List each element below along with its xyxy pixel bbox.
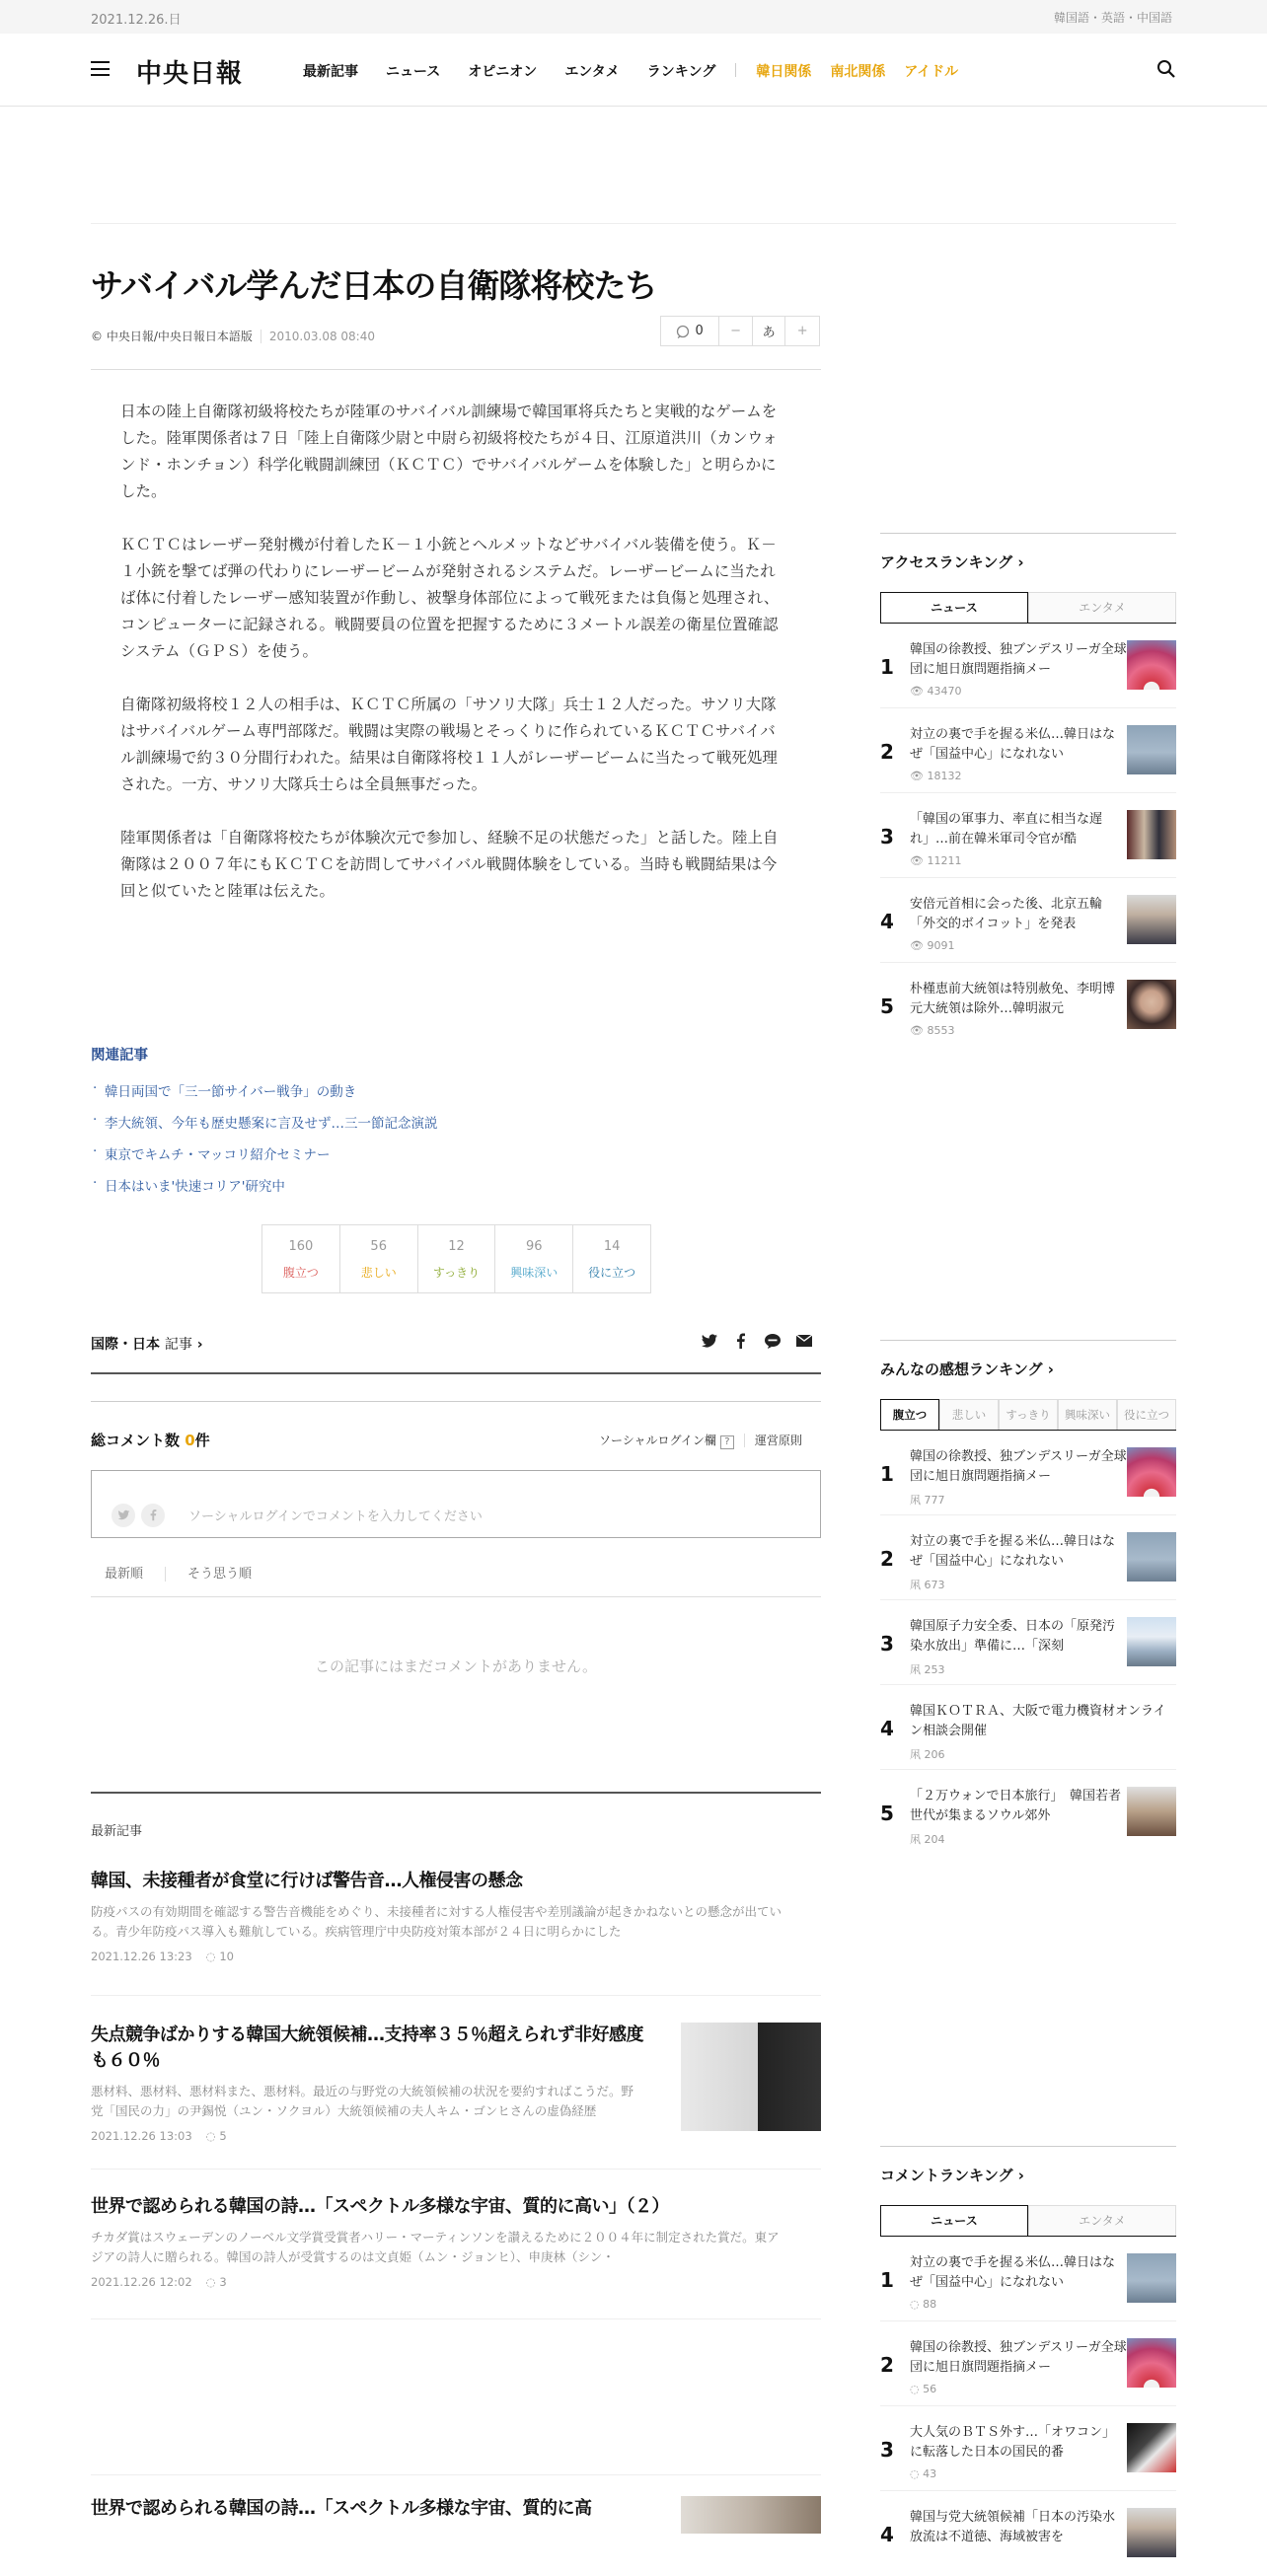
menu-icon[interactable] — [91, 61, 110, 76]
sort-agree[interactable]: そう思う順 — [165, 1567, 252, 1582]
ranking-thumbnail[interactable] — [1127, 810, 1176, 859]
ranking-item[interactable]: 2 対立の裏で手を握る米仏…韓日はなぜ「国益中心」になれない 👁 18132 — [880, 708, 1176, 793]
comment-total: 総コメント数 0件 — [91, 1432, 210, 1449]
tab-news[interactable]: ニュース — [880, 592, 1028, 623]
language-links[interactable]: 韓国語・英語・中国語 — [1053, 11, 1172, 25]
ranking-tabs — [880, 592, 1176, 624]
twitter-icon[interactable] — [701, 1332, 718, 1350]
article-date: 2010.03.08 08:40 — [261, 330, 375, 343]
main-nav — [303, 61, 977, 81]
comment-icon: ◌ — [205, 2129, 220, 2143]
divider — [91, 2169, 821, 2170]
ranking-thumbnail[interactable] — [1127, 895, 1176, 944]
access-ranking — [880, 533, 1176, 1048]
nav-ranking[interactable]: ランキング — [646, 64, 716, 80]
divider — [91, 2474, 821, 2475]
article-byline — [91, 328, 375, 344]
comment-icon: ◌ — [205, 1950, 220, 1963]
ranking-heading[interactable]: コメントランキング › — [880, 2167, 1024, 2184]
divider — [91, 2318, 821, 2319]
divider — [91, 1792, 821, 1794]
feeling-ranking — [880, 1340, 1176, 1855]
top-strip — [0, 0, 1267, 34]
nav-korea-japan[interactable]: 韓日関係 — [756, 64, 812, 80]
ranking-heading[interactable]: みんなの感想ランキング › — [880, 1361, 1054, 1378]
social-login-label: ソーシャルログイン欄 — [599, 1434, 716, 1447]
ranking-item[interactable]: 3 韓国原子力安全委、日本の「原発汚染水放出」準備に…「深刻 凩 253 — [880, 1600, 1176, 1685]
eye-icon: 👁 — [910, 854, 924, 867]
facebook-icon[interactable] — [732, 1332, 750, 1350]
comment-placeholder: ソーシャルログインでコメントを入力してください — [188, 1509, 483, 1524]
ranking-thumbnail[interactable] — [1127, 640, 1176, 690]
nav-opinion[interactable]: オピニオン — [468, 64, 538, 80]
chevron-right-icon: › — [1017, 2167, 1024, 2184]
comment-icon: ◌ — [205, 2275, 220, 2289]
comment-links — [599, 1432, 802, 1449]
ranking-item[interactable]: 1 韓国の徐教授、独ブンデスリーガ全球団に旭日旗問題指摘メー 👁 43470 — [880, 624, 1176, 708]
comment-icon — [676, 325, 690, 338]
site-header — [0, 34, 1267, 107]
tab-entertainment[interactable]: エンタメ — [1028, 592, 1176, 623]
related-heading: 関連記事 — [91, 1048, 148, 1064]
ranking-thumbnail[interactable] — [1127, 1532, 1176, 1582]
latest-label: 最新記事 — [91, 1824, 143, 1839]
ranking-thumbnail[interactable] — [1127, 725, 1176, 774]
latest-article[interactable] — [91, 2194, 821, 2289]
angry-icon: 凩 — [910, 1663, 921, 1676]
nav-idol[interactable]: アイドル — [904, 64, 959, 80]
tab-angry[interactable]: 腹立つ — [880, 1399, 939, 1430]
related-link[interactable]: · 韓日両国で「三一節サイバー戦争」の動き — [91, 1080, 438, 1100]
divider — [91, 1596, 821, 1597]
ranking-item[interactable]: 5 朴槿恵前大統領は特別赦免、李明博元大統領は除外…韓明淑元 👁 8553 — [880, 963, 1176, 1048]
line-icon[interactable] — [764, 1332, 782, 1350]
article-tools — [660, 316, 820, 346]
latest-title[interactable]: 失点競争ばかりする韓国大統領候補…支持率３５％超えられず非好感度も６０％ — [91, 2024, 643, 2071]
reaction-refreshing[interactable]: 12 すっきり — [418, 1225, 496, 1292]
article-thumbnail[interactable] — [681, 2023, 821, 2131]
angry-icon: 凩 — [910, 1833, 921, 1846]
article-source: 中央日報/中央日報日本語版 — [106, 330, 253, 343]
ranking-thumbnail[interactable] — [1127, 980, 1176, 1029]
latest-article[interactable] — [91, 1869, 821, 1963]
paragraph: 自衛隊初級将校１２人の相手は、ＫＣＴＣ所属の「サソリ大隊」兵士１２人だった。サソリ大隊はサバイバルゲーム専門部隊だ。戦闘は実際の戦場とそっくりに作られているＫＣＴＣサバイバル訓練場で約３０分間行われた。結果は自衛隊将校１１人がレーザービームに当たって戦死処理された。一方、サソリ大隊兵士らは全員無事だった。 — [120, 696, 778, 793]
chevron-right-icon: › — [1047, 1361, 1054, 1378]
ranking-thumbnail[interactable] — [1127, 1787, 1176, 1836]
paragraph: 陸軍関係者は「自衛隊将校たちが体験次元で参加し、経験不足の状態だった」と話した。陸上自衛隊は２００７年にもＫＣＴＣを訪問してサバイバル戦闘体験をしている。当時も戦闘結果は今回と似ていたと陸軍は伝えた。 — [120, 829, 779, 900]
reaction-buttons — [261, 1224, 651, 1293]
ranking-item[interactable]: 1 韓国の徐教授、独ブンデスリーガ全球団に旭日旗問題指摘メー 凩 777 — [880, 1431, 1176, 1515]
font-decrease-button[interactable]: − — [719, 317, 753, 345]
reaction-useful[interactable]: 14 役に立つ — [588, 1239, 636, 1280]
divider — [880, 2146, 1176, 2147]
help-icon[interactable]: ? — [720, 1435, 734, 1449]
reaction-interesting[interactable]: 96 興味深い — [495, 1225, 573, 1292]
policy-link[interactable]: 運営原則 — [744, 1434, 802, 1447]
ranking-heading[interactable]: アクセスランキング › — [880, 553, 1024, 571]
ranking-item[interactable]: 3 「韓国の軍事力、率直に相当な遅れ」…前在韓米軍司令官が酷 👁 11211 — [880, 793, 1176, 878]
ranking-tabs — [880, 2205, 1176, 2237]
ranking-item[interactable]: 5 「２万ウォンで日本旅行」 韓国若者世代が集まるソウル郊外 凩 204 — [880, 1770, 1176, 1855]
nav-divider — [735, 63, 736, 77]
ranking-item[interactable]: 1 対立の裏で手を握る米仏…韓日はなぜ「国益中心」になれない ◌ 88 — [880, 2237, 1176, 2321]
related-link[interactable]: · 日本はいま'快速コリア'研究中 — [91, 1175, 438, 1195]
copyright-icon: © — [91, 330, 103, 343]
article-thumbnail[interactable] — [681, 2496, 821, 2534]
divider — [91, 369, 821, 370]
divider — [91, 1401, 821, 1402]
tab-entertainment[interactable]: エンタメ — [1028, 2205, 1176, 2236]
mail-icon[interactable] — [795, 1332, 813, 1350]
facebook-login-icon[interactable] — [141, 1504, 165, 1527]
angry-icon: 凩 — [910, 1494, 921, 1507]
eye-icon: 👁 — [910, 770, 924, 782]
divider — [880, 533, 1176, 534]
comment-icon: ◌ — [910, 2467, 920, 2480]
latest-article[interactable] — [91, 2496, 821, 2522]
latest-meta: 2021.12.26 13:23 ◌ 10 — [91, 1950, 234, 1963]
comment-count-button[interactable] — [661, 317, 719, 345]
reaction-angry[interactable]: 160 腹立つ — [262, 1225, 340, 1292]
latest-meta: 2021.12.26 12:02 ◌ 3 — [91, 2275, 227, 2289]
angry-icon: 凩 — [910, 1579, 921, 1591]
font-increase-button[interactable]: + — [796, 324, 808, 338]
ranking-item[interactable]: 3 大人気のＢＴＳ外す…「オワコン」に転落した日本の国民的番 ◌ 43 — [880, 2406, 1176, 2491]
chevron-right-icon: › — [196, 1337, 203, 1353]
comment-sort — [105, 1563, 252, 1582]
paragraph: 日本の陸上自衛隊初級将校たちが陸軍のサバイバル訓練場で韓国軍将兵たちと実戦的なゲームをした。陸軍関係者は７日「陸上自衛隊少尉と中尉ら初級将校たちが４日、江原道洪川（カンウォンド・ホンチョン）科学化戦闘訓練団（ＫＣＴＣ）でサバイバルゲームを体験した」と明らかにした。 — [120, 403, 778, 500]
today-date: 2021.12.26.日 — [91, 13, 182, 28]
tab-sad[interactable]: 悲しい — [939, 1399, 999, 1430]
tab-news[interactable]: ニュース — [880, 2205, 1028, 2236]
ranking-thumbnail[interactable] — [1127, 2423, 1176, 2472]
ranking-item[interactable]: 2 韓国の徐教授、独ブンデスリーガ全球団に旭日旗問題指摘メー ◌ 56 — [880, 2321, 1176, 2406]
tab-refreshing[interactable]: すっきり — [999, 1399, 1058, 1430]
font-size-label: あ — [753, 317, 786, 345]
latest-summary: 悪材料、悪材料、悪材料また、悪材料。最近の与野党の大統領候補の状況を要約すればこうだ。野党「国民の力」の尹錫悦（ユン・ソクヨル）大統領候補の夫人キム・ゴンヒさんの虚偽経歴 — [91, 2084, 634, 2118]
comment-icon: ◌ — [910, 2298, 920, 2311]
search-icon[interactable] — [1156, 59, 1176, 79]
chevron-right-icon: › — [1017, 553, 1024, 571]
sort-latest[interactable]: 最新順 — [105, 1567, 144, 1582]
ranking-item[interactable]: 4 韓国与党大統領候補「日本の汚染水放流は不道徳、海域被害を — [880, 2491, 1176, 2576]
ranking-thumbnail[interactable] — [1127, 2338, 1176, 2388]
tab-interesting[interactable]: 興味深い — [1058, 1399, 1117, 1430]
eye-icon: 👁 — [910, 1024, 924, 1037]
latest-article[interactable] — [91, 2023, 821, 2143]
nav-latest[interactable]: 最新記事 — [303, 64, 358, 80]
latest-summary: 防疫パスの有効期間を確認する警告音機能をめぐり、未接種者に対する人権侵害や差別議論が起きかねないとの懸念が出ている。青少年防疫パス導入も難航している。疾病管理庁中央防疫対策本部が２４日に明らかにした — [91, 1904, 783, 1939]
nav-news[interactable]: ニュース — [386, 64, 441, 80]
nav-north-south[interactable]: 南北関係 — [830, 64, 886, 80]
comment-icon: ◌ — [910, 2383, 920, 2395]
twitter-login-icon[interactable] — [112, 1504, 135, 1527]
ranking-thumbnail[interactable] — [1127, 1617, 1176, 1666]
ranking-thumbnail[interactable] — [1127, 2253, 1176, 2303]
comment-ranking — [880, 2146, 1176, 2576]
nav-entertainment[interactable]: エンタメ — [564, 64, 620, 80]
ranking-thumbnail[interactable] — [1127, 2508, 1176, 2557]
divider — [91, 1995, 821, 1996]
article-body — [120, 399, 785, 931]
reaction-sad[interactable]: 56 悲しい — [340, 1225, 418, 1292]
ranking-tabs — [880, 1399, 1176, 1431]
paragraph: ＫＣＴＣはレーザー発射機が付着したＫ－１小銃とヘルメットなどサバイバル装備を使う。Ｋ－１小銃を撃てば弾の代わりにレーザービームが発射されるシステムだ。レーザービームに当たれば体に付着したレーザー感知装置が作動し、被撃身体部位によって戦死または負傷と処理され、コンピューターに記録される。戦闘要員の位置を把握するために３メートル誤差の衛星位置確認システム（ＧＰＳ）を使う。 — [120, 536, 780, 660]
related-articles — [91, 1044, 438, 1207]
ranking-item[interactable]: 4 韓国ＫＯＴＲＡ、大阪で電力機資材オンライン相談会開催 凩 206 — [880, 1685, 1176, 1770]
divider — [880, 1340, 1176, 1341]
latest-title[interactable]: 世界で認められる韓国の詩…「スペクトル多様な宇宙、質的に高い」（２） — [91, 2196, 669, 2217]
eye-icon: 👁 — [910, 685, 924, 698]
share-buttons — [701, 1332, 813, 1350]
latest-title[interactable]: 韓国、未接種者が食堂に行けば警告音…人権侵害の懸念 — [91, 1871, 523, 1891]
site-logo[interactable]: 中央日報 — [136, 59, 244, 89]
divider — [91, 223, 1176, 224]
latest-summary: チカダ賞はスウェーデンのノーベル文学賞受賞者ハリー・マーティンソンを讃えるために２００４年に制定された賞だ。東アジアの詩人に贈られる。韓国の詩人が受賞するのは文貞姫（ムン・ジョンヒ）、申庚林（シン・ — [91, 2230, 780, 2264]
eye-icon: 👁 — [910, 939, 924, 952]
no-comments-message: この記事にはまだコメントがありません。 — [315, 1657, 597, 1675]
tab-useful[interactable]: 役に立つ — [1117, 1399, 1176, 1430]
related-link[interactable]: · 李大統領、今年も歴史懸案に言及せず…三一節記念演説 — [91, 1112, 438, 1132]
ranking-thumbnail[interactable] — [1127, 1447, 1176, 1497]
latest-meta: 2021.12.26 13:03 ◌ 5 — [91, 2129, 227, 2143]
section-link[interactable]: 国際・日本 記事 › — [91, 1337, 203, 1353]
related-link[interactable]: · 東京でキムチ・マッコリ紹介セミナー — [91, 1143, 438, 1163]
latest-title[interactable]: 世界で認められる韓国の詩…「スペクトル多様な宇宙、質的に高 — [91, 2498, 592, 2519]
divider — [91, 1372, 821, 1374]
comment-input[interactable] — [91, 1470, 821, 1538]
ranking-item[interactable]: 2 対立の裏で手を握る米仏…韓日はなぜ「国益中心」になれない 凩 673 — [880, 1515, 1176, 1600]
ranking-item[interactable]: 4 安倍元首相に会った後、北京五輪「外交的ボイコット」を発表 👁 9091 — [880, 878, 1176, 963]
article-title: サバイバル学んだ日本の自衛隊将校たち — [91, 266, 657, 305]
angry-icon: 凩 — [910, 1748, 921, 1761]
comment-count: 0 — [695, 324, 704, 338]
